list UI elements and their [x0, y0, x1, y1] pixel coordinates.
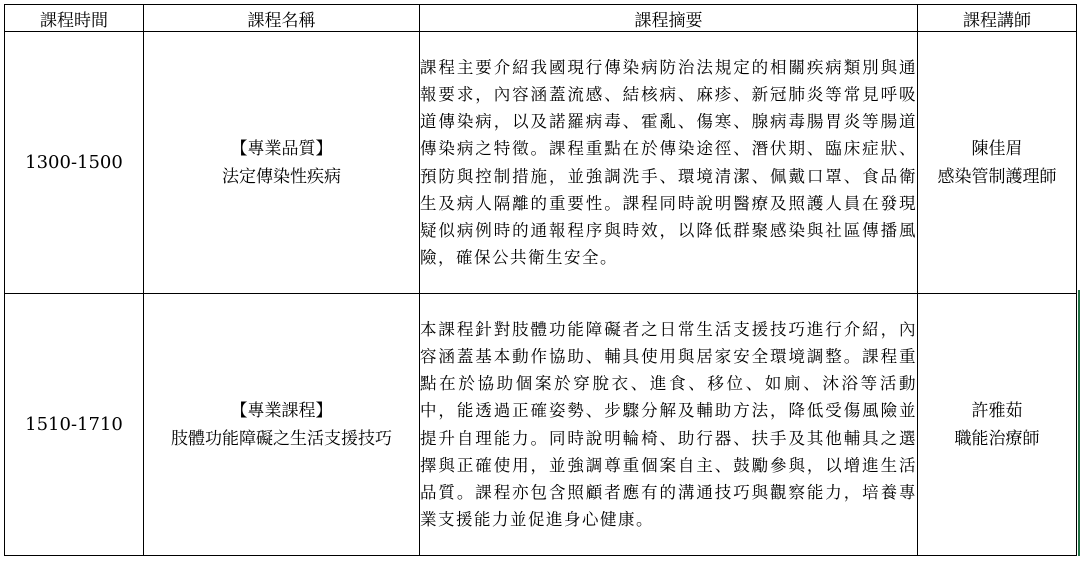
- selection-border-accent: [1078, 290, 1080, 556]
- teacher-title: 職能治療師: [954, 428, 1040, 449]
- course-name-cell: [144, 32, 420, 294]
- course-teacher-cell: [918, 32, 1077, 294]
- course-category: 【專業品質】: [230, 138, 333, 159]
- course-schedule-table: [4, 4, 1077, 556]
- table-row: [5, 294, 1077, 556]
- header-summary: 課程摘要: [420, 5, 918, 32]
- course-summary: 本課程針對肢體功能障礙者之日常生活支援技巧進行介紹，內容涵蓋基本動作協助、輔具使用與居家安全環境調整。課程重點在於協助個案於穿脫衣、進食、移位、如廁、沐浴等活動中，能透過正確姿勢、步驟分解及輔助方法，降低受傷風險並提升自理能力。同時說明輪椅、助行器、扶手及其他輔具之選擇與正確使用，並強調尊重個案自主、鼓勵參與，以增進生活品質。課程亦包含照顧者應有的溝通技巧與觀察能力，培養專業支援能力並促進身心健康。: [420, 294, 918, 556]
- header-row: [5, 5, 1077, 32]
- course-time: 1510-1710: [5, 294, 144, 556]
- course-summary: 課程主要介紹我國現行傳染病防治法規定的相關疾病類別與通報要求，內容涵蓋流感、結核病、麻疹、新冠肺炎等常見呼吸道傳染病，以及諾羅病毒、霍亂、傷寒、腺病毒腸胃炎等腸道傳染病之特徵。課程重點在於傳染途徑、潛伏期、臨床症狀、預防與控制措施，並強調洗手、環境清潔、佩戴口罩、食品衛生及病人隔離的重要性。課程同時說明醫療及照護人員在發現疑似病例時的通報程序與時效，以降低群聚感染與社區傳播風險，確保公共衛生安全。: [420, 32, 918, 294]
- course-teacher-cell: [918, 294, 1077, 556]
- course-title: 肢體功能障礙之生活支援技巧: [171, 428, 392, 449]
- course-time: 1300-1500: [5, 32, 144, 294]
- header-name: 課程名稱: [144, 5, 420, 32]
- course-title: 法定傳染性疾病: [222, 166, 341, 187]
- teacher-name: 陳佳眉: [971, 138, 1023, 159]
- table-row: [5, 32, 1077, 294]
- header-teacher: 課程講師: [918, 5, 1077, 32]
- course-name-cell: [144, 294, 420, 556]
- teacher-title: 感染管制護理師: [937, 166, 1057, 187]
- header-time: 課程時間: [5, 5, 144, 32]
- course-category: 【專業課程】: [230, 400, 333, 421]
- teacher-name: 許雅茹: [971, 400, 1023, 421]
